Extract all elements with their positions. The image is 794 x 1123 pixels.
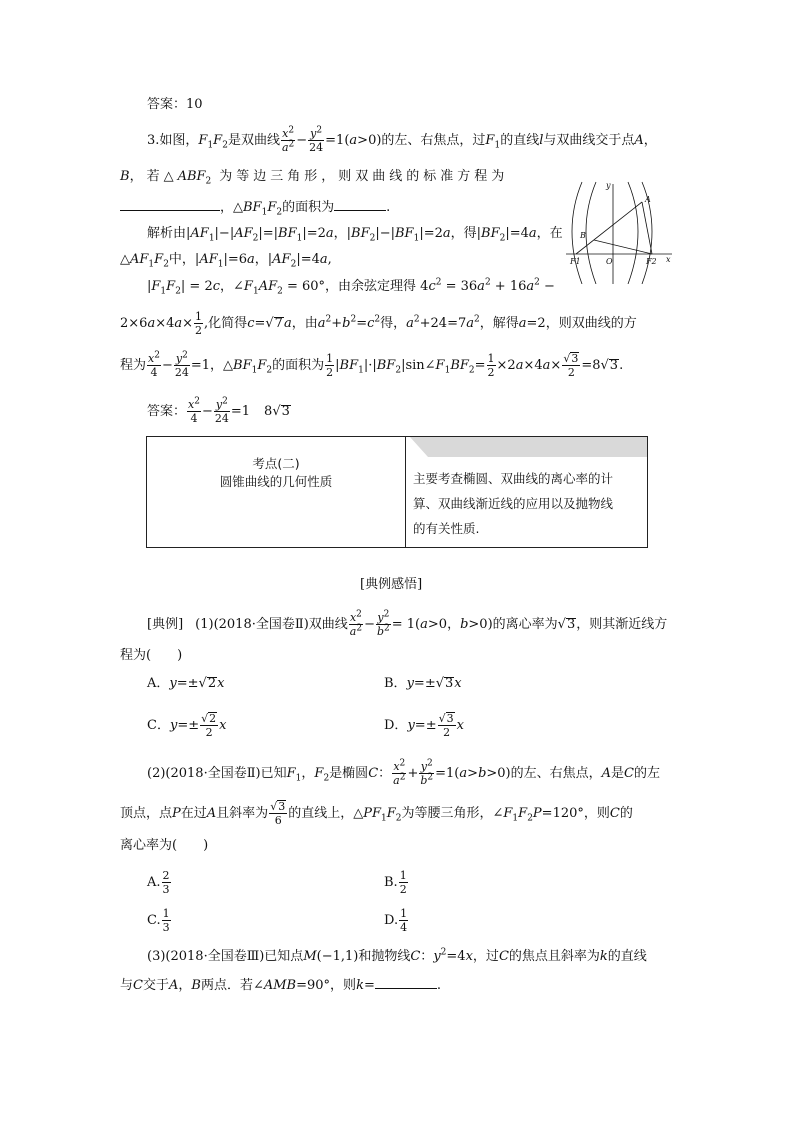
- label-b: B: [580, 231, 586, 240]
- fraction: $\frac{1}{2}$: [399, 869, 407, 896]
- answer-line-2: 答案： $\frac{x^2}{4}$ − $\frac{y^2}{24}$ =1 8√3: [147, 396, 290, 425]
- fraction: $\frac{1}{4}$: [400, 907, 408, 934]
- ex3-line-1: (3)(2018·全国卷Ⅲ)已知点M(−1,1)和抛物线C：$y^2=4x$，过C的焦点且斜率为k的直线: [147, 947, 647, 964]
- ex2-line-1: (2)(2018·全国卷Ⅱ)已知$F_1$，$F_2$是椭圆C： $\frac{x^2}{a^2}$ + $\frac{y^2}{b^2}$ =1(a>b>0)的左、右焦点，A是C的左: [147, 758, 661, 787]
- description-line: 算、双曲线渐近线的应用以及抛物线: [413, 496, 614, 511]
- fraction: $\frac{√3}{2}$: [438, 712, 454, 739]
- header-shade: [406, 437, 647, 459]
- ex2-option-c[interactable]: C. $\frac{1}{3}$: [147, 907, 170, 934]
- fraction: $\frac{y^2}{24}$: [174, 350, 189, 379]
- q3-line-3: ，$\triangle BF_1F_2$的面积为 .: [120, 199, 390, 214]
- ex2-option-d[interactable]: D. $\frac{1}{4}$: [384, 907, 408, 934]
- fraction: $\frac{y^2}{b^2}$: [420, 758, 434, 787]
- ex2-line-2: 顶点，点P在过A且斜率为 $\frac{√3}{6}$ 的直线上，$\triangle PF_1F_2$为等腰三角形，$\angle F_1F_2P=120^\circ$，则C的: [120, 800, 633, 827]
- answer-blank[interactable]: [375, 977, 437, 989]
- fraction: $\frac{2}{3}$: [162, 869, 170, 896]
- fraction: $\frac{x^2}{4}$: [148, 350, 160, 379]
- fraction: $\frac{y^2}{24}$: [309, 125, 324, 154]
- description-line: 的有关性质.: [413, 521, 480, 536]
- ex1-option-a[interactable]: A．y=±√2x: [147, 676, 225, 691]
- ex1-line-2: 程为( ): [120, 648, 183, 663]
- q3-line-1: 3.如图，$F_1F_2$是双曲线 $\frac{x^2}{a^2}$ − $\frac{y^2}{24}$ =1(a>0)的左、右焦点，过$F_1$的直线l与双曲线交于点A，: [147, 125, 657, 154]
- right-branch: [628, 182, 638, 284]
- solution-line-5: 程为 $\frac{x^2}{4}$ − $\frac{y^2}{24}$ =1，$\triangle BF_1F_2$的面积为 $\frac{1}{2}$ $|BF_1|\cdot|BF_2|\sin\angle F_1BF_2=$ $\frac{1}{2}$ ×2a×4a× $\frac{√3}{2}$ =8√3.: [120, 350, 624, 379]
- fraction: $\frac{1}{2}$: [195, 310, 203, 337]
- label-a: A: [645, 195, 651, 204]
- fraction: $\frac{√3}{2}$: [563, 352, 579, 379]
- answer-line-1: 答案：10: [147, 97, 203, 112]
- topic-cell: [147, 455, 405, 491]
- label-o: O: [606, 257, 613, 266]
- description-line: 主要考查椭圆、双曲线的离心率的计: [413, 471, 614, 486]
- fraction: $\frac{1}{3}$: [162, 907, 170, 934]
- fraction: $\frac{x^2}{a^2}$: [349, 609, 363, 638]
- fraction: $\frac{x^2}{a^2}$: [393, 758, 406, 787]
- ex1-line-1: [典例] (1)(2018·全国卷Ⅱ)双曲线 $\frac{x^2}{a^2}$ − $\frac{y^2}{b^2}$ = 1(a>0，b>0)的离心率为√3，则其渐近线方: [147, 609, 668, 638]
- ex2-option-a[interactable]: A. $\frac{2}{3}$: [147, 869, 170, 896]
- ex1-option-c[interactable]: C．y=± $\frac{√2}{2}$ x: [147, 712, 227, 739]
- topic-subtitle: 圆锥曲线的几何性质: [219, 474, 333, 489]
- fraction: $\frac{1}{2}$: [326, 352, 334, 379]
- fraction: $\frac{√2}{2}$: [201, 712, 217, 739]
- solution-line-1: 解析由$|AF_1|-|AF_2|=|BF_1|=2a$，$|BF_2|-|BF_1|=2a$，得$|BF_2|=4a$，在: [147, 226, 563, 244]
- topic-table: [146, 436, 648, 548]
- fraction: $\frac{x^2}{a^2}$: [281, 125, 295, 154]
- fraction: $\frac{√3}{6}$: [270, 800, 286, 827]
- label-f2: F2: [646, 257, 657, 266]
- solution-line-2: $\triangle AF_1F_2$中，$|AF_1|=6a$，$|AF_2|=4a$,: [120, 252, 332, 270]
- left-branch: [586, 182, 596, 284]
- fraction: $\frac{y^2}{24}$: [214, 396, 229, 425]
- answer-blank[interactable]: [120, 199, 220, 211]
- ex2-line-3: 离心率为( ): [120, 838, 209, 853]
- fraction: $\frac{y^2}{b^2}$: [376, 609, 390, 638]
- solution-line-4: 2×6a×4a× $\frac{1}{2}$ ,化简得c=√7a，由$a^2+b^2=c^2$得，$a^2+24=7a^2$，解得a=2，则双曲线的方: [120, 310, 637, 337]
- hyperbola-figure: [566, 180, 674, 284]
- q3-line-2: B，若$\triangle ABF_2$ 为等边三角形，则双曲线的标准方程为: [120, 169, 509, 187]
- ex1-option-b[interactable]: B．y=±√3x: [384, 676, 462, 691]
- label-f1: F1: [570, 257, 581, 266]
- section-title: [典例感悟]: [360, 577, 423, 592]
- ex1-option-d[interactable]: D．y=± $\frac{√3}{2}$ x: [384, 712, 464, 739]
- fraction: $\frac{1}{2}$: [487, 352, 495, 379]
- answer-blank[interactable]: [334, 199, 386, 211]
- fraction: $\frac{x^2}{4}$: [188, 396, 200, 425]
- topic-description: [413, 466, 645, 541]
- segment-bf2: [594, 240, 652, 254]
- ex3-line-2: 与C交于A，B两点．若∠AMB=90°，则k= .: [120, 978, 441, 993]
- solution-line-3: $|F_1F_2| = 2c$，$\angle F_1AF_2 = 60^\circ$，由余弦定理得 $4c^2 = 36a^2 + 16a^2$ −: [147, 277, 555, 297]
- label-y: y: [606, 181, 611, 190]
- topic-title: 考点(二): [252, 456, 300, 471]
- label-x: x: [666, 255, 671, 264]
- table-divider: [405, 437, 406, 547]
- ex2-option-b[interactable]: B. $\frac{1}{2}$: [384, 869, 407, 896]
